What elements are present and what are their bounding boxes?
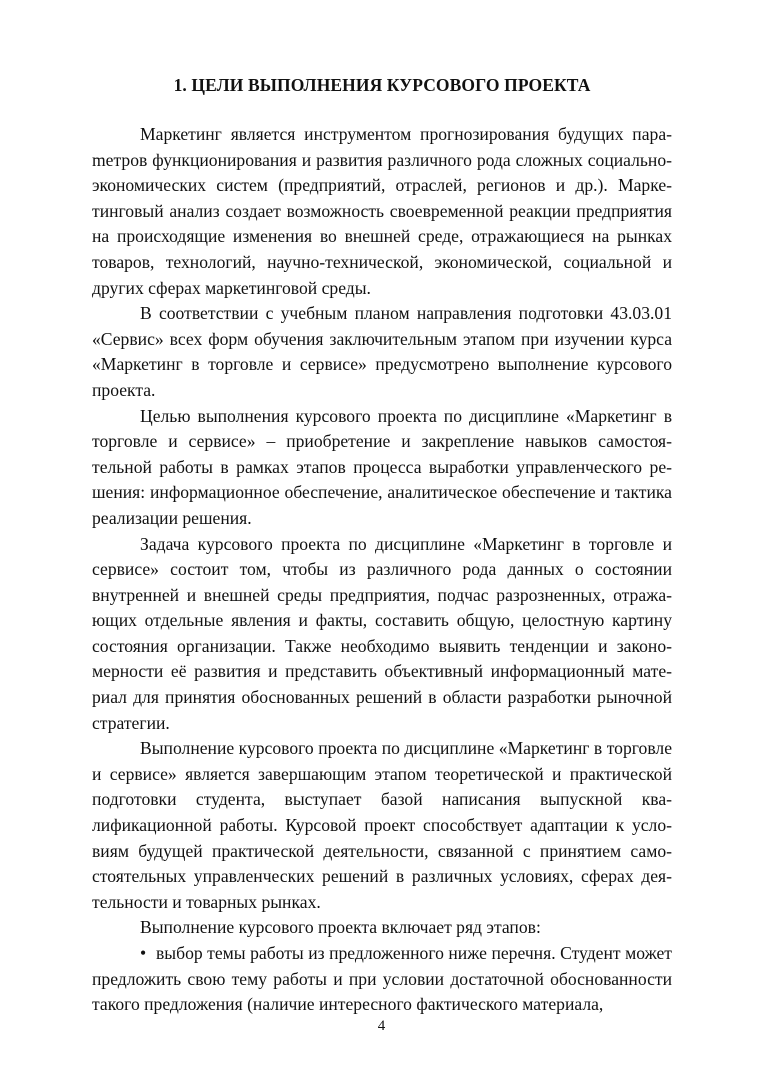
paragraph-completion: Выполнение курсового проекта по дисциплине «Маркетинг в торговле и сервисе» является завершающим этапом теоретической и практической подготовки студента, выступает базой написания выпускной квалификационной работы. Курсовой проект способствует адаптации к условиям будущей практической деятельности, связанной с принятием самостоятельных управленческих решений в различных условиях, сферах деятельности и товарных рынках. xyxy=(92,738,672,912)
paragraph-goal: Целью выполнения курсового проекта по дисциплине «Маркетинг в торговле и сервисе» – приобретение и закрепление навыков самостоятельной работы в рамках этапов процесса выработки управленческого решения: информационное обеспечение, аналитическое обеспечение и тактика реализации решения. xyxy=(92,405,672,528)
paragraph-marketing-intro: Маркетинг является инструментом прогнозирования будущих параmетров функционирования и развития различного рода сложных социально-экономических систем (предприятий, отраслей, регионов и др.). Маркетинговый анализ создает возможность своевременной реакции предприятия на происходящие изменения во внешней среде, отражающиеся на рынках товаров, технологий, научно-технической, экономической, социальной и других сферах маркетинговой среды. xyxy=(92,124,672,298)
list-item xyxy=(92,941,672,1018)
paragraph-curriculum: В соответствии с учебным планом направления подготовки 43.03.01 «Сервис» всех форм обучения заключительным этапом при изучении курса «Маркетинг в торговле и сервисе» предусмотрено выполнение курсового проекта. xyxy=(92,303,672,400)
body-text xyxy=(92,122,672,1018)
section-title: 1. ЦЕЛИ ВЫПОЛНЕНИЯ КУРСОВОГО ПРОЕКТА xyxy=(173,75,591,95)
paragraph-stages-intro: Выполнение курсового проекта включает ряд этапов: xyxy=(140,917,541,938)
page-number: 4 xyxy=(377,1018,386,1034)
paragraph-task: Задача курсового проекта по дисциплине «Маркетинг в торговле и сервисе» состоит том, чтобы из различного рода данных о состоянии внутренней и внешней среды предприятия, подчас разрозненных, отражающих отдельные явления и факты, составить общую, целостную картину состояния организации. Также необходимо выявить тенденции и закономерности её развития и представить объективный информационный материал для принятия обоснованных решений в области разработки рыночной стратегии. xyxy=(92,533,672,733)
bullet-marker: • xyxy=(140,943,147,963)
bullet-text: выбор темы работы из предложенного ниже перечня. Студент может предложить свою тему работы и при условии достаточной обоснованности такого предложения (наличие интересного фактического материала, xyxy=(92,943,672,1015)
